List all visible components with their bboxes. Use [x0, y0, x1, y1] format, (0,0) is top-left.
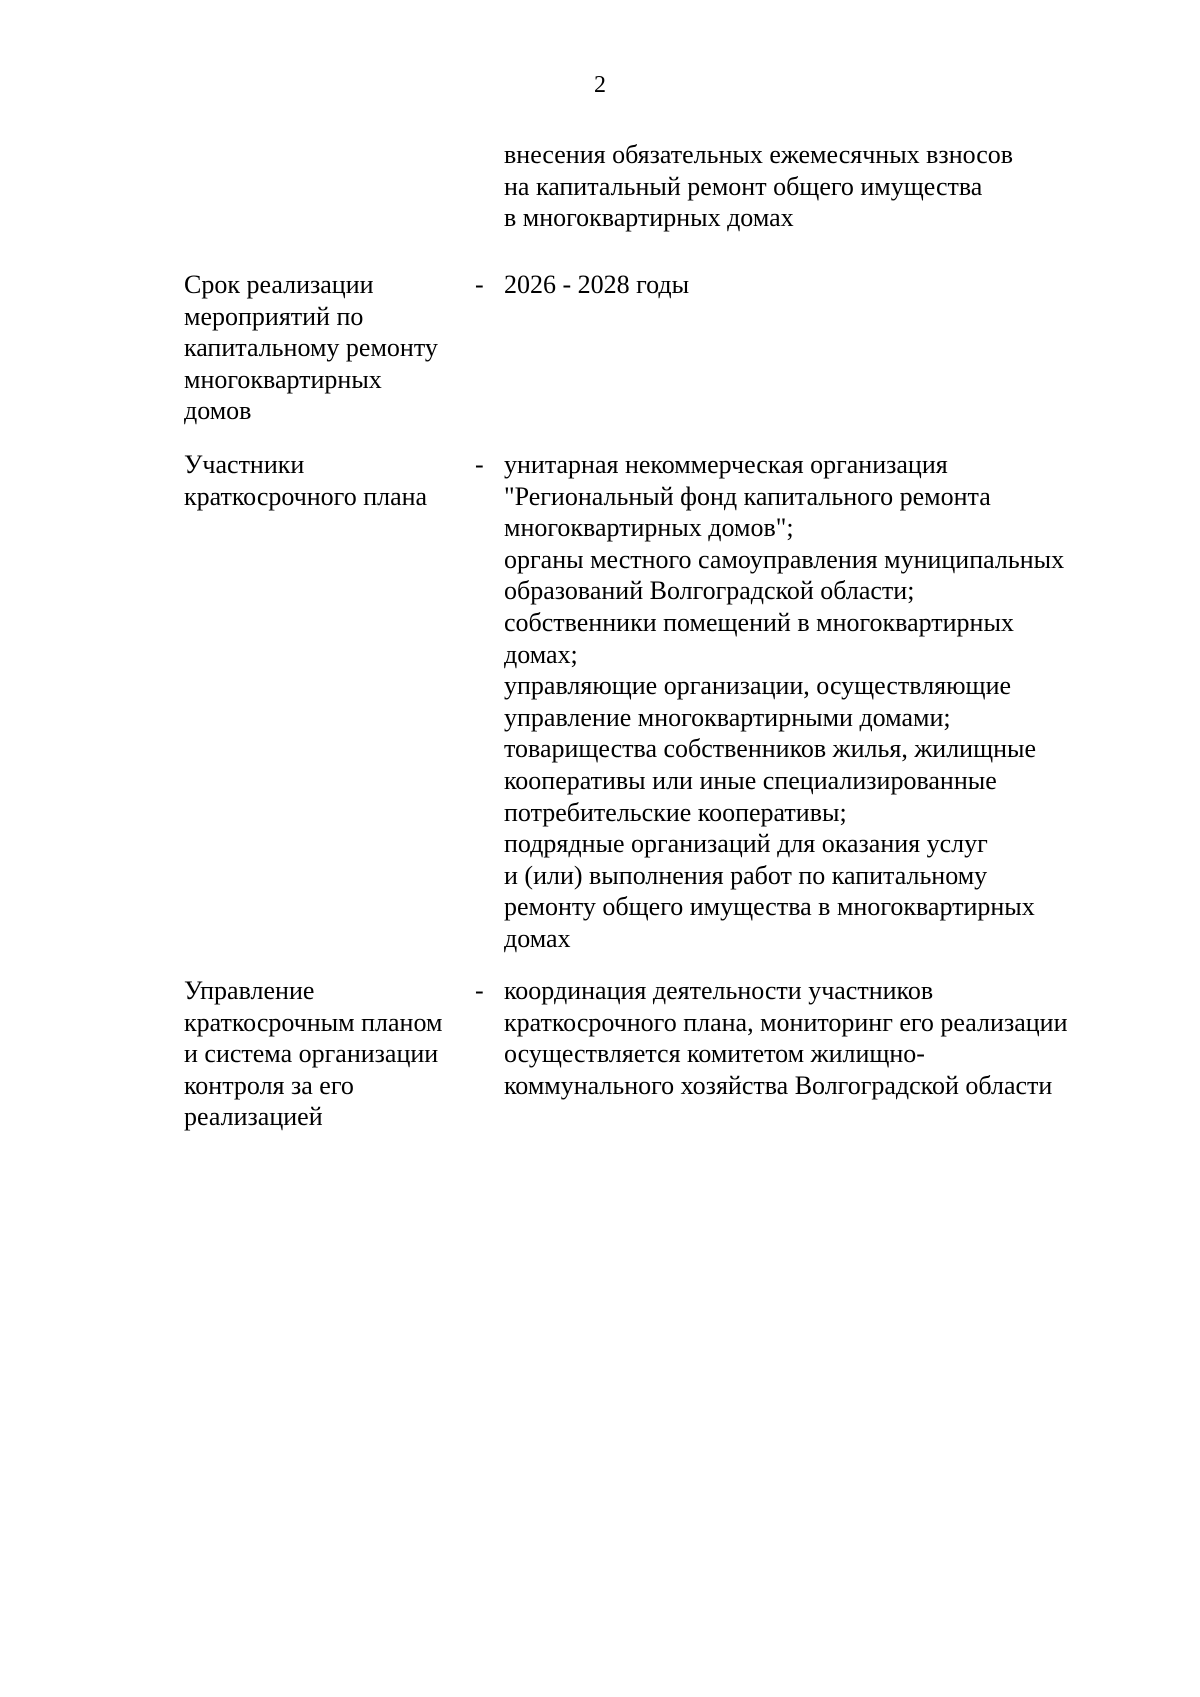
row-value: [504, 269, 1144, 301]
label-line: многоквартирных: [184, 364, 382, 394]
label-line: Участники: [184, 450, 305, 479]
row-dash: -: [475, 976, 484, 1005]
continuation-text: [504, 139, 1124, 234]
value-line: многоквартирных домов";: [504, 513, 794, 543]
continuation-line: внесения обязательных ежемесячных взносов: [504, 140, 1014, 169]
label-line: реализацией: [184, 1102, 323, 1132]
value-line: подрядные организаций для оказания услуг: [504, 829, 988, 859]
row-label: [184, 975, 464, 1133]
label-line: и система организации: [184, 1039, 439, 1069]
label-line: домов: [184, 396, 252, 426]
value-line: ремонту общего имущества в многоквартирных: [504, 892, 1035, 922]
value-line: домах: [504, 923, 571, 953]
value-line: и (или) выполнения работ по капитальному: [504, 860, 988, 890]
continuation-line: в многоквартирных домах: [504, 203, 794, 233]
page-number: 2: [594, 72, 606, 98]
row-value: [504, 449, 1144, 955]
label-line: Срок реализации: [184, 270, 374, 299]
continuation-line: на капитальный ремонт общего имущества: [504, 171, 983, 201]
value-line: "Региональный фонд капитального ремонта: [504, 481, 991, 511]
value-line: координация деятельности участников: [504, 976, 934, 1005]
row-dash: -: [475, 450, 484, 479]
value-line: образований Волгоградской области;: [504, 576, 915, 606]
row-value: [504, 975, 1144, 1101]
value-line: коммунального хозяйства Волгоградской области: [504, 1070, 1053, 1100]
value-line: осуществляется комитетом жилищно-: [504, 1039, 925, 1069]
label-line: краткосрочным планом: [184, 1007, 443, 1037]
value-line: домах;: [504, 639, 578, 669]
label-line: капитальному ремонту: [184, 333, 438, 363]
row-label: [184, 269, 464, 427]
label-line: мероприятий по: [184, 301, 364, 331]
value-line: органы местного самоуправления муниципальных: [504, 544, 1065, 574]
label-line: Управление: [184, 976, 315, 1005]
row-dash: -: [475, 270, 484, 299]
value-line: управление многоквартирными домами;: [504, 702, 951, 732]
value-line: 2026 - 2028 годы: [504, 270, 690, 299]
label-line: краткосрочного плана: [184, 481, 428, 511]
value-line: потребительские кооперативы;: [504, 797, 847, 827]
value-line: товарищества собственников жилья, жилищные: [504, 734, 1037, 764]
value-line: краткосрочного плана, мониторинг его реализации: [504, 1007, 1068, 1037]
value-line: унитарная некоммерческая организация: [504, 450, 948, 479]
label-line: контроля за его: [184, 1070, 354, 1100]
value-line: кооперативы или иные специализированные: [504, 765, 997, 795]
value-line: собственники помещений в многоквартирных: [504, 607, 1014, 637]
value-line: управляющие организации, осуществляющие: [504, 671, 1012, 701]
row-label: [184, 449, 464, 512]
